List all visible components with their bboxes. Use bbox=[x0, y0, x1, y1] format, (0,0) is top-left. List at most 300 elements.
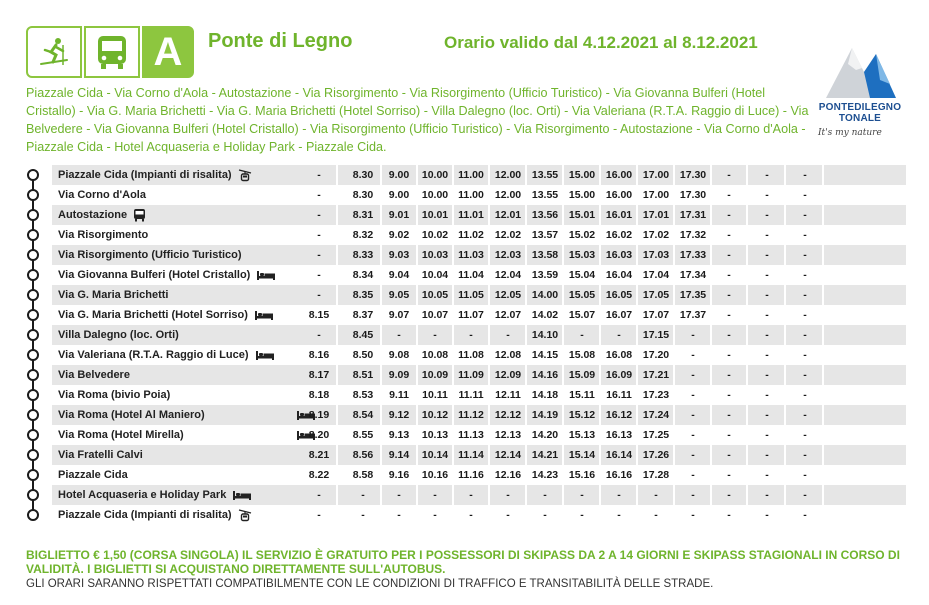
column-divider bbox=[636, 305, 638, 325]
column-divider bbox=[784, 325, 786, 345]
table-row bbox=[52, 165, 906, 185]
column-divider bbox=[636, 505, 638, 525]
time-cell: - bbox=[317, 169, 321, 181]
column-divider bbox=[452, 445, 454, 465]
time-cell: - bbox=[765, 309, 769, 321]
column-divider bbox=[599, 285, 601, 305]
column-divider bbox=[822, 185, 824, 205]
column-divider bbox=[452, 245, 454, 265]
column-divider bbox=[710, 225, 712, 245]
time-cell: - bbox=[580, 489, 584, 501]
time-cell: - bbox=[727, 229, 731, 241]
column-divider bbox=[525, 405, 527, 425]
column-divider bbox=[710, 385, 712, 405]
time-cell: 8.37 bbox=[352, 309, 374, 321]
column-divider bbox=[488, 465, 490, 485]
stop-marker bbox=[27, 169, 39, 181]
time-cell: - bbox=[361, 489, 365, 501]
column-divider bbox=[416, 265, 418, 285]
column-divider bbox=[562, 225, 564, 245]
time-cell: 12.02 bbox=[494, 229, 522, 241]
time-cell: - bbox=[317, 509, 321, 521]
column-divider bbox=[380, 245, 382, 265]
column-divider bbox=[452, 205, 454, 225]
stop-label: Via Roma (Hotel Mirella) bbox=[58, 429, 184, 441]
column-divider bbox=[599, 485, 601, 505]
time-cell: 8.31 bbox=[352, 209, 374, 221]
column-divider bbox=[562, 205, 564, 225]
time-cell: - bbox=[727, 249, 731, 261]
column-divider bbox=[416, 385, 418, 405]
time-cell: - bbox=[691, 329, 695, 341]
time-cell: 12.07 bbox=[494, 309, 522, 321]
column-divider bbox=[636, 365, 638, 385]
time-cell: 17.07 bbox=[642, 309, 670, 321]
column-divider bbox=[784, 225, 786, 245]
column-divider bbox=[599, 185, 601, 205]
column-divider bbox=[784, 485, 786, 505]
column-divider bbox=[710, 465, 712, 485]
table-row bbox=[52, 285, 906, 305]
time-cell: 9.02 bbox=[388, 229, 410, 241]
time-cell: - bbox=[691, 469, 695, 481]
time-cell: 13.55 bbox=[531, 189, 559, 201]
column-divider bbox=[636, 485, 638, 505]
time-cell: 12.04 bbox=[494, 269, 522, 281]
column-divider bbox=[416, 405, 418, 425]
time-cell: 11.04 bbox=[458, 269, 484, 281]
stop-name bbox=[52, 508, 322, 522]
time-cell: 15.07 bbox=[568, 309, 596, 321]
time-cell: - bbox=[727, 489, 731, 501]
column-divider bbox=[673, 325, 675, 345]
stop-name bbox=[52, 389, 322, 401]
stop-name bbox=[52, 208, 322, 222]
stop-label: Via G. Maria Brichetti (Hotel Sorriso) bbox=[58, 309, 248, 321]
column-divider bbox=[784, 205, 786, 225]
stop-name bbox=[52, 409, 322, 421]
column-divider bbox=[488, 345, 490, 365]
column-divider bbox=[380, 345, 382, 365]
column-divider bbox=[488, 305, 490, 325]
column-divider bbox=[452, 465, 454, 485]
time-cell: - bbox=[765, 189, 769, 201]
column-divider bbox=[636, 325, 638, 345]
time-cell: 9.14 bbox=[388, 449, 410, 461]
time-cell: 17.37 bbox=[679, 309, 707, 321]
column-divider bbox=[380, 325, 382, 345]
time-cell: - bbox=[691, 349, 695, 361]
column-divider bbox=[599, 225, 601, 245]
column-divider bbox=[452, 485, 454, 505]
column-divider bbox=[673, 365, 675, 385]
column-divider bbox=[673, 225, 675, 245]
time-cell: - bbox=[691, 409, 695, 421]
column-divider bbox=[746, 325, 748, 345]
time-cell: - bbox=[469, 489, 473, 501]
column-divider bbox=[746, 245, 748, 265]
time-cell: 16.02 bbox=[605, 229, 633, 241]
column-divider bbox=[746, 485, 748, 505]
column-divider bbox=[599, 165, 601, 185]
bed-icon bbox=[254, 310, 274, 321]
time-cell: 14.02 bbox=[531, 309, 559, 321]
column-divider bbox=[488, 265, 490, 285]
column-divider bbox=[746, 265, 748, 285]
column-divider bbox=[562, 405, 564, 425]
column-divider bbox=[525, 365, 527, 385]
column-divider bbox=[822, 425, 824, 445]
table-row bbox=[52, 385, 906, 405]
time-cell: - bbox=[727, 369, 731, 381]
column-divider bbox=[636, 345, 638, 365]
time-cell: - bbox=[803, 449, 807, 461]
column-divider bbox=[673, 345, 675, 365]
column-divider bbox=[599, 465, 601, 485]
table-row bbox=[52, 365, 906, 385]
column-divider bbox=[636, 225, 638, 245]
column-divider bbox=[452, 265, 454, 285]
mountain-logo-icon bbox=[812, 40, 908, 102]
column-divider bbox=[488, 205, 490, 225]
time-cell: - bbox=[765, 369, 769, 381]
time-cell: 12.14 bbox=[494, 449, 522, 461]
table-row bbox=[52, 245, 906, 265]
time-cell: 16.01 bbox=[605, 209, 633, 221]
column-divider bbox=[710, 425, 712, 445]
stop-label: Villa Dalegno (loc. Orti) bbox=[58, 329, 179, 341]
column-divider bbox=[525, 305, 527, 325]
column-divider bbox=[599, 445, 601, 465]
time-cell: 11.13 bbox=[458, 429, 484, 441]
column-divider bbox=[784, 265, 786, 285]
column-divider bbox=[562, 425, 564, 445]
time-cell: 8.55 bbox=[352, 429, 374, 441]
table-row bbox=[52, 225, 906, 245]
stop-name bbox=[52, 269, 322, 281]
column-divider bbox=[673, 285, 675, 305]
column-divider bbox=[784, 185, 786, 205]
time-cell: - bbox=[803, 329, 807, 341]
stop-label: Via Belvedere bbox=[58, 369, 130, 381]
time-cell: - bbox=[691, 389, 695, 401]
time-cell: - bbox=[765, 389, 769, 401]
column-divider bbox=[746, 225, 748, 245]
time-cell: - bbox=[765, 429, 769, 441]
time-cell: 12.03 bbox=[494, 249, 522, 261]
logo-tagline: It's my nature bbox=[818, 128, 882, 138]
time-cell: 15.16 bbox=[568, 469, 596, 481]
cableway-icon bbox=[238, 508, 252, 522]
column-divider bbox=[710, 265, 712, 285]
column-divider bbox=[673, 445, 675, 465]
time-cell: - bbox=[727, 429, 731, 441]
column-divider bbox=[710, 505, 712, 525]
time-cell: 8.19 bbox=[308, 409, 330, 421]
stop-label: Via Giovanna Bulferi (Hotel Cristallo) bbox=[58, 269, 251, 281]
time-cell: 12.16 bbox=[494, 469, 522, 481]
column-divider bbox=[525, 385, 527, 405]
route-line bbox=[32, 170, 34, 514]
time-cell: - bbox=[397, 509, 401, 521]
time-cell: - bbox=[317, 329, 321, 341]
stop-name bbox=[52, 369, 322, 381]
stop-name bbox=[52, 469, 322, 481]
column-divider bbox=[636, 445, 638, 465]
time-cell: - bbox=[727, 209, 731, 221]
column-divider bbox=[784, 245, 786, 265]
column-divider bbox=[452, 285, 454, 305]
stop-marker bbox=[27, 489, 39, 501]
column-divider bbox=[336, 325, 338, 345]
time-cell: 11.03 bbox=[458, 249, 484, 261]
time-cell: - bbox=[433, 329, 437, 341]
column-divider bbox=[599, 205, 601, 225]
line-letter-badge: A bbox=[142, 26, 194, 78]
column-divider bbox=[488, 365, 490, 385]
column-divider bbox=[380, 425, 382, 445]
column-divider bbox=[673, 305, 675, 325]
time-cell: - bbox=[543, 509, 547, 521]
table-row bbox=[52, 305, 906, 325]
column-divider bbox=[636, 425, 638, 445]
time-cell: 17.01 bbox=[642, 209, 670, 221]
column-divider bbox=[380, 185, 382, 205]
stop-marker bbox=[27, 389, 39, 401]
column-divider bbox=[488, 225, 490, 245]
time-cell: - bbox=[803, 469, 807, 481]
route-description: Piazzale Cida - Via Corno d'Aola - Autostazione - Via Risorgimento - Via Risorgimento (Ufficio Turistico) - Via Giovanna Bulferi (Hotel Cristallo) - Via G. Maria Brichetti - Via G. Maria Brichetti (Hotel Sorriso) - Villa Dalegno (loc. Orti) - Via Valeriana (R.T.A. Raggio di Luce) - Via Belvedere - Via Giovanna Bulferi (Hotel Cristallo) - Via Risorgimento (Ufficio Turistico) - Via Risorgimento - Autostazione - Via Corno d'Aola - Piazzale Cida - Hotel Acquaseria e Holiday Park - Piazzale Cida. bbox=[26, 86, 809, 154]
time-cell: - bbox=[317, 249, 321, 261]
skier-icon bbox=[26, 26, 82, 78]
column-divider bbox=[673, 405, 675, 425]
column-divider bbox=[746, 345, 748, 365]
time-cell: 11.11 bbox=[458, 389, 484, 401]
time-cell: 10.09 bbox=[421, 369, 449, 381]
column-divider bbox=[488, 165, 490, 185]
column-divider bbox=[784, 305, 786, 325]
time-cell: - bbox=[765, 269, 769, 281]
time-cell: 11.12 bbox=[458, 409, 484, 421]
time-cell: 9.01 bbox=[388, 209, 410, 221]
column-divider bbox=[525, 265, 527, 285]
column-divider bbox=[336, 285, 338, 305]
column-divider bbox=[380, 405, 382, 425]
time-cell: 9.00 bbox=[388, 189, 410, 201]
column-divider bbox=[822, 365, 824, 385]
time-cell: 10.14 bbox=[421, 449, 449, 461]
column-divider bbox=[746, 185, 748, 205]
column-divider bbox=[336, 245, 338, 265]
time-cell: 8.17 bbox=[308, 369, 330, 381]
column-divider bbox=[380, 445, 382, 465]
column-divider bbox=[416, 225, 418, 245]
table-row bbox=[52, 465, 906, 485]
time-cell: - bbox=[543, 489, 547, 501]
column-divider bbox=[746, 445, 748, 465]
time-cell: - bbox=[765, 209, 769, 221]
column-divider bbox=[562, 345, 564, 365]
stop-name bbox=[52, 289, 322, 301]
column-divider bbox=[562, 445, 564, 465]
stop-name bbox=[52, 229, 322, 241]
column-divider bbox=[784, 405, 786, 425]
column-divider bbox=[380, 485, 382, 505]
time-cell: 8.21 bbox=[308, 449, 330, 461]
time-cell: 8.16 bbox=[308, 349, 330, 361]
column-divider bbox=[525, 285, 527, 305]
column-divider bbox=[822, 345, 824, 365]
time-cell: - bbox=[765, 449, 769, 461]
column-divider bbox=[710, 445, 712, 465]
time-cell: 16.11 bbox=[606, 389, 632, 401]
time-cell: - bbox=[506, 329, 510, 341]
time-cell: 16.03 bbox=[605, 249, 633, 261]
column-divider bbox=[452, 225, 454, 245]
time-cell: 16.05 bbox=[605, 289, 633, 301]
stop-label: Hotel Acquaseria e Holiday Park bbox=[58, 489, 227, 501]
stop-label: Via G. Maria Brichetti bbox=[58, 289, 169, 301]
column-divider bbox=[673, 245, 675, 265]
time-cell: 12.05 bbox=[494, 289, 522, 301]
time-cell: - bbox=[580, 509, 584, 521]
stop-marker bbox=[27, 189, 39, 201]
table-row bbox=[52, 485, 906, 505]
time-cell: 8.32 bbox=[352, 229, 374, 241]
time-cell: 15.13 bbox=[568, 429, 596, 441]
column-divider bbox=[525, 185, 527, 205]
time-cell: 15.00 bbox=[568, 169, 596, 181]
column-divider bbox=[822, 325, 824, 345]
time-cell: 8.58 bbox=[352, 469, 374, 481]
time-cell: 15.02 bbox=[568, 229, 596, 241]
column-divider bbox=[336, 445, 338, 465]
time-cell: - bbox=[803, 309, 807, 321]
time-cell: 12.00 bbox=[494, 169, 522, 181]
column-divider bbox=[416, 345, 418, 365]
time-cell: 15.11 bbox=[569, 389, 595, 401]
column-divider bbox=[452, 425, 454, 445]
column-divider bbox=[710, 165, 712, 185]
column-divider bbox=[636, 185, 638, 205]
column-divider bbox=[525, 445, 527, 465]
column-divider bbox=[673, 505, 675, 525]
time-cell: 8.33 bbox=[352, 249, 374, 261]
time-cell: - bbox=[433, 509, 437, 521]
time-cell: 9.09 bbox=[388, 369, 410, 381]
time-cell: - bbox=[654, 489, 658, 501]
cableway-icon bbox=[238, 168, 252, 182]
time-cell: - bbox=[361, 509, 365, 521]
time-cell: 14.16 bbox=[531, 369, 559, 381]
column-divider bbox=[746, 365, 748, 385]
time-cell: 8.54 bbox=[352, 409, 374, 421]
column-divider bbox=[636, 205, 638, 225]
time-cell: 17.25 bbox=[642, 429, 670, 441]
time-cell: 16.12 bbox=[605, 409, 633, 421]
column-divider bbox=[525, 505, 527, 525]
time-cell: 9.11 bbox=[389, 389, 409, 401]
column-divider bbox=[710, 365, 712, 385]
time-cell: - bbox=[580, 329, 584, 341]
time-cell: - bbox=[317, 269, 321, 281]
column-divider bbox=[822, 205, 824, 225]
time-cell: 16.13 bbox=[605, 429, 633, 441]
bus-icon bbox=[133, 208, 146, 222]
stop-marker bbox=[27, 229, 39, 241]
time-cell: 16.16 bbox=[605, 469, 633, 481]
time-cell: 12.11 bbox=[495, 389, 521, 401]
column-divider bbox=[336, 485, 338, 505]
time-cell: 8.51 bbox=[352, 369, 374, 381]
column-divider bbox=[562, 165, 564, 185]
column-divider bbox=[488, 325, 490, 345]
bus-icon bbox=[84, 26, 140, 78]
time-cell: - bbox=[765, 469, 769, 481]
stop-name bbox=[52, 329, 322, 341]
time-cell: 17.15 bbox=[642, 329, 670, 341]
stop-name bbox=[52, 249, 322, 261]
column-divider bbox=[784, 365, 786, 385]
column-divider bbox=[452, 165, 454, 185]
time-cell: 14.15 bbox=[531, 349, 559, 361]
column-divider bbox=[599, 425, 601, 445]
time-cell: 11.14 bbox=[458, 449, 484, 461]
time-cell: 10.04 bbox=[421, 269, 449, 281]
stop-name bbox=[52, 309, 322, 321]
time-cell: 11.02 bbox=[458, 229, 484, 241]
column-divider bbox=[525, 165, 527, 185]
time-cell: 10.02 bbox=[421, 229, 449, 241]
column-divider bbox=[380, 505, 382, 525]
stop-marker bbox=[27, 509, 39, 521]
column-divider bbox=[488, 405, 490, 425]
time-cell: 9.07 bbox=[388, 309, 410, 321]
stop-label: Via Roma (bivio Poia) bbox=[58, 389, 171, 401]
column-divider bbox=[488, 185, 490, 205]
column-divider bbox=[822, 305, 824, 325]
column-divider bbox=[746, 305, 748, 325]
column-divider bbox=[822, 385, 824, 405]
time-cell: 12.09 bbox=[494, 369, 522, 381]
column-divider bbox=[488, 425, 490, 445]
stop-marker bbox=[27, 309, 39, 321]
column-divider bbox=[562, 265, 564, 285]
time-cell: 17.30 bbox=[679, 189, 707, 201]
time-cell: 17.23 bbox=[642, 389, 670, 401]
column-divider bbox=[525, 425, 527, 445]
column-divider bbox=[336, 405, 338, 425]
time-cell: 17.35 bbox=[679, 289, 707, 301]
stop-marker bbox=[27, 429, 39, 441]
column-divider bbox=[416, 465, 418, 485]
bed-icon bbox=[255, 350, 275, 361]
time-cell: - bbox=[469, 509, 473, 521]
time-cell: - bbox=[727, 449, 731, 461]
time-cell: - bbox=[803, 409, 807, 421]
time-cell: - bbox=[727, 169, 731, 181]
time-cell: 16.07 bbox=[605, 309, 633, 321]
column-divider bbox=[562, 185, 564, 205]
column-divider bbox=[525, 205, 527, 225]
time-cell: 8.15 bbox=[308, 309, 330, 321]
column-divider bbox=[784, 465, 786, 485]
time-cell: - bbox=[469, 329, 473, 341]
time-cell: 11.01 bbox=[458, 209, 484, 221]
time-cell: - bbox=[691, 429, 695, 441]
column-divider bbox=[673, 185, 675, 205]
ticket-info: BIGLIETTO € 1,50 (CORSA SINGOLA) IL SERVIZIO È GRATUITO PER I POSSESSORI DI SKIPASS DA 2 A 14 GIORNI E SKIPASS STAGIONALI IN CORSO DI VALIDITÀ. I BIGLIETTI SI ACQUISTANO DIRETTAMENTE SULL'AUTOBUS. bbox=[26, 548, 900, 576]
